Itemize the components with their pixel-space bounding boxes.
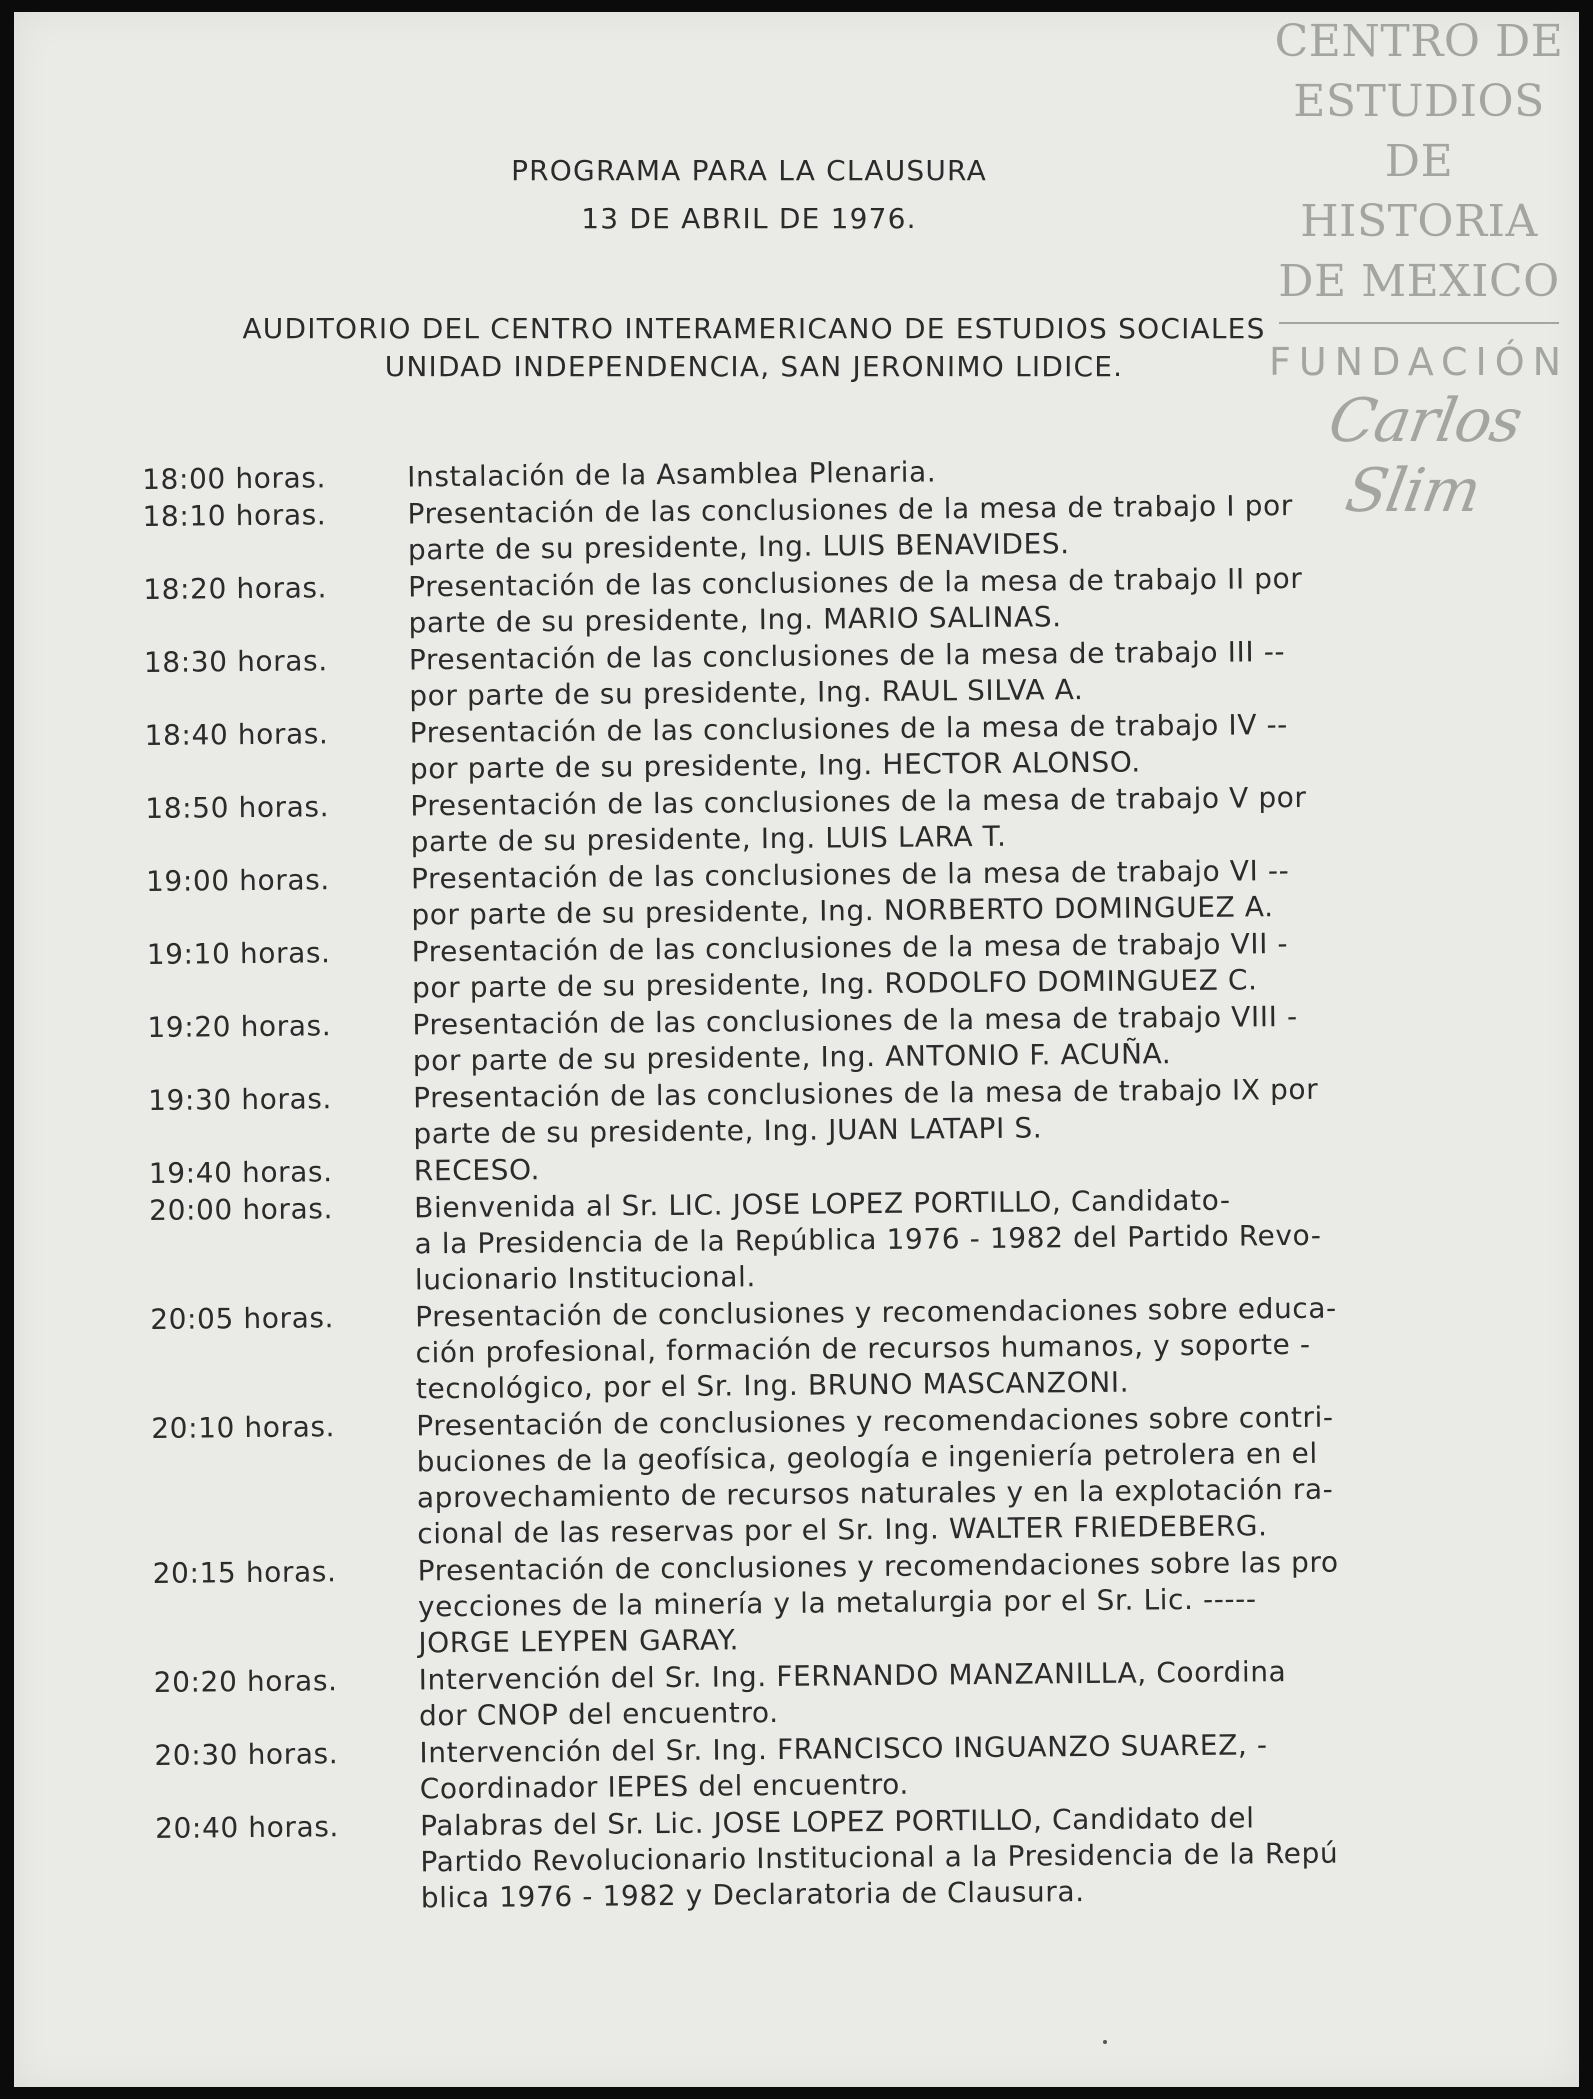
schedule-description: Presentación de las conclusiones de la mesa de trabajo IX por parte de su presidente, Ing. JUAN LATAPI S. [412,1072,1319,1151]
schedule-description: Intervención del Sr. Ing. FRANCISCO INGUANZO SUAREZ, - Coordinador IEPES del encuentro. [419,1728,1268,1806]
schedule-item [155,1798,1496,1919]
stamp-line: DE HISTORIA [1300,136,1538,247]
schedule-time: 20:15 horas. [152,1555,337,1590]
schedule-description: Instalación de la Asamblea Plenaria. [406,455,937,494]
schedule-item [142,486,1483,571]
schedule-description: Presentación de las conclusiones de la mesa de trabajo II por parte de su presidente, Ing. MARIO SALINAS. [408,561,1303,640]
program-schedule [142,449,1496,1920]
schedule-item [148,1070,1489,1155]
venue-line: AUDITORIO DEL CENTRO INTERAMERICANO DE ESTUDIOS SOCIALES [242,312,1266,345]
schedule-description: Presentación de conclusiones y recomendaciones sobre las pro yecciones de la minería y la metalurgia por el Sr. Lic. ----- JORGE LEYPEN GARAY. [417,1545,1339,1660]
schedule-time: 20:00 horas. [149,1192,334,1227]
schedule-description: Bienvenida al Sr. LIC. JOSE LOPEZ PORTILLO, Candidato- a la Presidencia de la República 1976 - 1982 del Partido Revo- lucionario Institucional. [414,1183,1322,1297]
schedule-time: 19:40 horas. [148,1155,333,1190]
schedule-description: Presentación de las conclusiones de la mesa de trabajo III -- por parte de su presidente, Ing. RAUL SILVA A. [408,635,1286,713]
schedule-description: Presentación de las conclusiones de la mesa de trabajo VIII - por parte de su presidente, Ing. ANTONIO F. ACUÑA. [412,999,1298,1078]
schedule-item [145,778,1486,863]
schedule-description: Presentación de las conclusiones de la mesa de trabajo I por parte de su presidente, Ing. LUIS BENAVIDES. [407,488,1294,567]
schedule-description: RECESO. [413,1153,541,1188]
schedule-item [144,705,1485,790]
schedule-item [150,1289,1491,1410]
schedule-description: Palabras del Sr. Lic. JOSE LOPEZ PORTILLO, Candidato del Partido Revolucionario Institucional a la Presidencia de la Repú blica 1976 - 1982 y Declaratoria de Clausura. [419,1801,1339,1915]
document-date: 13 DE ABRIL DE 1976. [581,202,917,235]
schedule-time: 20:10 horas. [151,1410,336,1445]
stamp-foundation: FUNDACIÓN [1269,340,1570,384]
schedule-time: 18:10 horas. [142,498,327,533]
schedule-time: 19:10 horas. [146,936,331,971]
schedule-description: Presentación de las conclusiones de la mesa de trabajo VII - por parte de su presidente, Ing. RODOLFO DOMINGUEZ C. [411,927,1289,1005]
schedule-item [154,1725,1495,1810]
document-page [14,12,1579,2087]
schedule-item [153,1543,1494,1664]
schedule-item [144,632,1485,717]
schedule-time: 20:05 horas. [150,1301,335,1336]
schedule-time: 18:50 horas. [145,790,330,825]
stamp-line: CENTRO DE [1274,16,1564,67]
schedule-time: 20:30 horas. [154,1737,339,1772]
stamp-signature: Carlos Slim [1323,386,1527,526]
schedule-item [143,559,1484,644]
schedule-time: 20:20 horas. [153,1664,338,1699]
schedule-description: Presentación de las conclusiones de la mesa de trabajo VI -- por parte de su presidente, Ing. NORBERTO DOMINGUEZ A. [410,854,1290,932]
document-title: PROGRAMA PARA LA CLAUSURA [511,154,987,187]
schedule-time: 18:20 horas. [143,571,328,606]
schedule-time: 20:40 horas. [154,1810,340,1845]
schedule-description: Presentación de conclusiones y recomendaciones sobre contri- buciones de la geofísica, geología e ingeniería petrolera en el aprovechamiento de recursos naturales y en la explotación ra- cional de las reservas por el Sr. Ing. WALTER FRIEDEBERG. [416,1400,1334,1551]
ink-speck [1103,2040,1107,2044]
schedule-time: 19:00 horas. [145,863,331,898]
schedule-item [147,924,1488,1009]
schedule-item [147,997,1488,1082]
stamp-line: ESTUDIOS [1293,76,1545,127]
stamp-line: DE MEXICO [1278,256,1560,307]
schedule-time: 18:00 horas. [142,461,327,496]
schedule-description: Presentación de conclusiones y recomendaciones sobre educa- ción profesional, formación de recursos humanos, y soporte - tecnológico, por el Sr. Ing. BRUNO MASCANZONI. [415,1291,1337,1406]
schedule-item [154,1652,1495,1737]
schedule-item [151,1398,1492,1555]
schedule-description: Presentación de las conclusiones de la mesa de trabajo V por parte de su presidente, Ing. LUIS LARA T. [410,780,1307,859]
schedule-item [149,1180,1490,1301]
schedule-description: Intervención del Sr. Ing. FERNANDO MANZANILLA, Coordina dor CNOP del encuentro. [418,1655,1287,1733]
schedule-time: 18:30 horas. [143,644,328,679]
schedule-time: 19:20 horas. [147,1009,332,1044]
schedule-time: 19:30 horas. [147,1082,333,1117]
schedule-description: Presentación de las conclusiones de la mesa de trabajo IV -- por parte de su presidente, Ing. HECTOR ALONSO. [409,708,1289,786]
venue-address: UNIDAD INDEPENDENCIA, SAN JERONIMO LIDICE. [384,350,1124,383]
schedule-item [146,851,1487,936]
schedule-time: 18:40 horas. [144,717,329,752]
